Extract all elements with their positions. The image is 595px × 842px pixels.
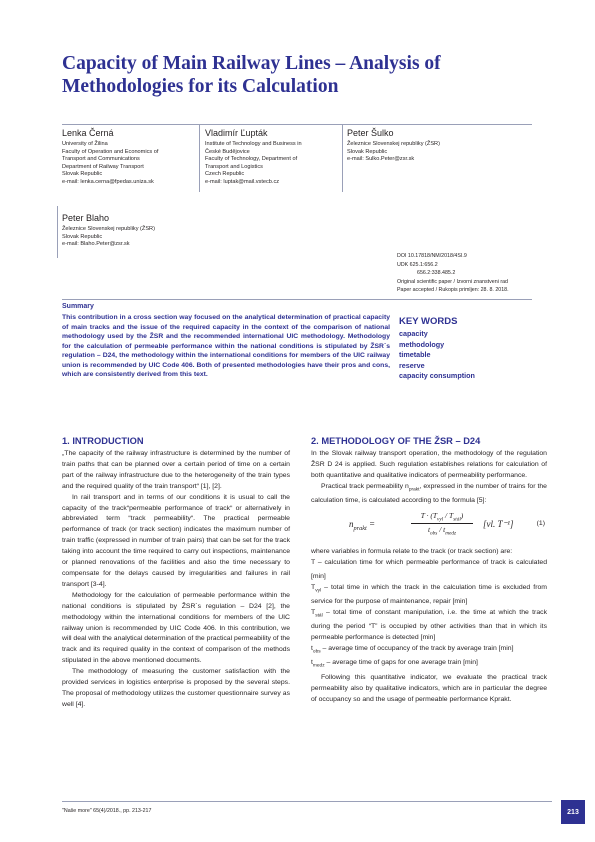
author-email[interactable]: e-mail: lenka.cerna@fpedas.uniza.sk xyxy=(62,178,154,185)
section-introduction xyxy=(62,436,290,711)
keyword: methodology xyxy=(399,339,445,349)
section-heading: 1. INTRODUCTION xyxy=(62,436,144,446)
page-number: 213 xyxy=(561,800,585,824)
author-divider xyxy=(199,124,200,192)
udk-2: 656.2:338.485.2 xyxy=(417,270,456,276)
paragraph: In the Slovak railway transport operation, the methodology of the regulation ŽSR D 24 is applied. Such regulation establishes relations for calculation of both quantitative and qualitative indicators of permeability performance. xyxy=(311,450,547,479)
author-2 xyxy=(205,128,337,186)
author-affiliation: Železnice Slovenskej republiky (ŽSR) Slovak Republic e-mail: Blaho.Peter@zsr.sk xyxy=(62,226,212,249)
author-name: Peter Šulko xyxy=(347,128,394,138)
equation xyxy=(311,507,547,547)
author-affiliation: Železnice Slovenskej republiky (ŽSR) Slovak Republic e-mail: Sulko.Peter@zsr.sk xyxy=(347,141,497,164)
variable-definition: $T_{stál}$ – total time of constant manipulation, i.e. the time at which the track during the period “T” is occupied by other activities than that in which its permeable performance is detected [min] xyxy=(311,609,547,642)
paper-title: Capacity of Main Railway Lines – Analysis of Methodologies for its Calculation xyxy=(62,53,441,97)
author-email[interactable]: e-mail: Blaho.Peter@zsr.sk xyxy=(62,241,130,247)
variable-definition: $t_{medz}$ – average time of gaps for one average train [min] xyxy=(311,659,478,669)
variable-definition: T – calculation time for which permeable performance of track is calculated [min] xyxy=(311,558,547,581)
footer-rule xyxy=(62,801,552,802)
keyword: reserve xyxy=(399,360,425,370)
summary-text: This contribution in a cross section way focused on the analytical determination of practical capacity of main tracks and the issue of the required capacity in the context of the comparison of national methodology used by the ŽSR and the recommended international UIC methodology. Methodology for the calculation of permeable performance within the national conditions is stipulated by ŽSR´s regulation – D24, the methodology within the international conditions for members of the UIC railway union is recommended by UIC Code 406. Both of presented methodologies have their pros and cons, which are consistently derived from this text. xyxy=(62,314,390,378)
paragraph: In rail transport and in terms of our conditions it is usual to call the capacity of the track“permeable performance of track“ or alternatively in abbreviated term “track permeability“. The practical permeable performance of track (or track section) indicates the maximum number of train traffic (expressed in number of train pairs) that can be set for the track taking into account the time required to carry out inspections, maintenance or planned renovations of the facilities and also the time necessary to compensate for the delays caused by irregularities and failures in rail transport [3-4]. xyxy=(62,493,290,588)
paragraph: where variables in formula relate to the track (or track section) are: xyxy=(311,547,513,555)
paper-type: Original scientific paper / Izvorni znanstveni rad xyxy=(397,278,508,285)
author-name: Peter Blaho xyxy=(62,213,110,223)
udk: UDK 625.1:656.2 xyxy=(397,261,438,268)
authors-top-rule xyxy=(62,124,532,125)
accepted-date: Paper accepted / Rukopis primljen: 28. 8. 2018. xyxy=(397,287,509,293)
article-meta xyxy=(397,252,557,295)
journal-citation: "Naše more" 65(4)/2018., pp. 213-217 xyxy=(62,808,152,814)
equation-fraction xyxy=(411,511,473,537)
equation-lhs: $n_{prakt}$ = xyxy=(349,518,376,532)
equation-number: (1) xyxy=(536,519,545,527)
author-email[interactable]: e-mail: luptak@mail.vstecb.cz xyxy=(205,178,280,185)
author-name: Lenka Černá xyxy=(62,128,114,138)
author-1 xyxy=(62,128,194,186)
section-heading: 2. METHODOLOGY OF THE ŽSR – D24 xyxy=(311,436,481,446)
author-affiliation: University of Žilina Faculty of Operation and Economics of Transport and Communications Department of Railway Transport Slovak Republic e-mail: lenka.cerna@fpedas.uniza.sk xyxy=(62,141,194,186)
section-methodology xyxy=(311,436,547,705)
equation-denominator: $t_{obs} / t_{medz}$ xyxy=(427,525,457,537)
paragraph: Methodology for the calculation of permeable performance within the national conditions is stipulated by ŽSR´s regulation – D24 [2], the methodology within the international conditions for members of the UIC railway union is recommended by UIC Code 406. In this contribution, we will deal with the analytical determination of the practical permeability of the track and its required quality in the context of comparison of the methods stipulated in the above mentioned documents. xyxy=(62,591,290,665)
author-affiliation: Institute of Technology and Business in České Budějovice Faculty of Technology, Department of Transport and Logistics Czech Republic e-mail: luptak@mail.vstecb.cz xyxy=(205,141,337,186)
keyword: timetable xyxy=(399,350,431,359)
author-4 xyxy=(62,213,212,249)
variable-definition: $t_{obs}$ – average time of occupancy of the track by average train [min] xyxy=(311,645,514,655)
keywords-box xyxy=(399,316,549,382)
author-name: Vladimír Ľupták xyxy=(205,128,268,138)
keywords-heading: KEY WORDS xyxy=(399,316,458,327)
variable-definition: $T_{vyl}$ – total time in which the track in the calculation time is excluded from service for the purpose of maintenance, repair [min] xyxy=(311,583,547,606)
doi[interactable]: DOI 10.17818/NM/2018/4SI.9 xyxy=(397,253,467,259)
equation-unit: [vl. T⁻¹] xyxy=(483,518,514,529)
author-divider xyxy=(57,206,58,258)
keyword: capacity consumption xyxy=(399,371,475,380)
author-email[interactable]: e-mail: Sulko.Peter@zsr.sk xyxy=(347,156,415,162)
summary-rule xyxy=(62,299,532,300)
author-3 xyxy=(347,128,497,164)
summary-heading: Summary xyxy=(62,303,94,310)
keyword: capacity xyxy=(399,329,428,338)
paragraph: Practical track permeability $n_{prakt}$, expressed in the number of trains for the calculation time, is calculated according to the formula [5]: xyxy=(311,482,547,504)
equation-numerator: $T \cdot (T_{vyl} / T_{stál})$ xyxy=(411,511,473,525)
paragraph: The methodology of measuring the customer satisfaction with the provided services in logistics enterprise is proposed by the several steps. The proposal of methodology utilizes the customer questionnaire survey as well [4]. xyxy=(62,668,290,708)
paragraph: Following this quantitative indicator, we evaluate the practical track permeability also by qualitative indicators, which are in particular the degree of occupancy so and the usage of permeable performance Kprakt. xyxy=(311,673,547,703)
author-divider xyxy=(342,124,343,192)
paragraph: „The capacity of the railway infrastructure is determined by the number of train paths that can be planned over a certain period of time on a certain part of the railway infrastructure due to the heterogeneity of the train types and the required quality of the train transport“ [1], [2]. xyxy=(62,450,290,490)
